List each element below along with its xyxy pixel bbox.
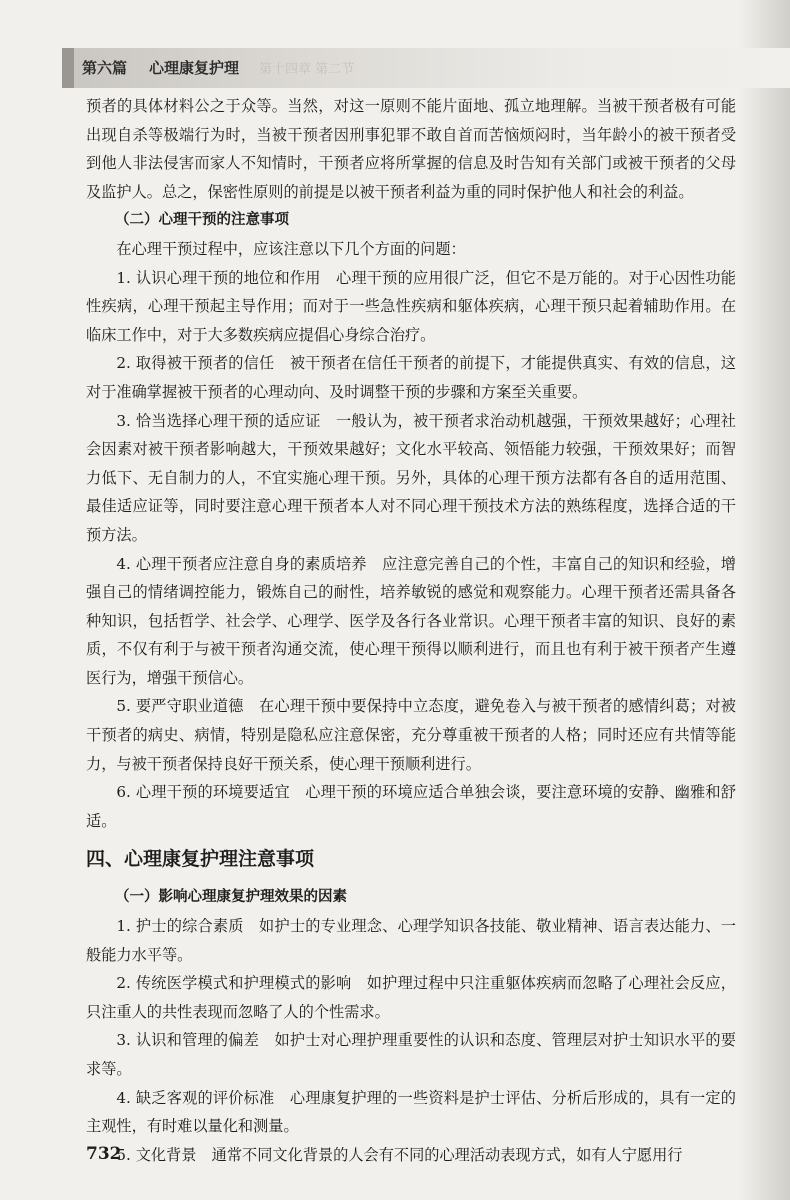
running-header-marker: [62, 48, 74, 88]
header-bleed-text: 第十四章 第二节: [259, 62, 355, 77]
header-title: 心理康复护理: [149, 59, 240, 77]
page-number: 732: [86, 1144, 122, 1164]
list-item-6: 6. 心理干预的环境要适宜 心理干预的环境应适合单独会谈，要注意环境的安静、幽雅和舒适。: [86, 783, 736, 830]
running-header: [82, 56, 354, 80]
list-item-3: 3. 恰当选择心理干预的适应证 一般认为，被干预者求治动机越强，干预效果越好；心理社会因素对被干预者影响越大，干预效果越好；文化水平较高、领悟能力较强，干预效果好；而智力低下、无自制力的人，不宜实施心理干预。另外，具体的心理干预方法都有各自的适用范围、最佳适应证等，同时要注意心理干预者本人对不同心理干预技术方法的熟练程度，选择合适的干预方法。: [86, 411, 736, 544]
factor-item-4: 4. 缺乏客观的评价标准 心理康复护理的一些资料是护士评估、分析后形成的，具有一定的主观性，有时难以量化和测量。: [86, 1088, 736, 1136]
subsection-heading-1: （一）影响心理康复护理效果的因素: [115, 889, 347, 906]
paragraph-confidentiality-cont: 预者的具体材料公之于众等。当然，对这一原则不能片面地、孤立地理解。当被干预者极有可能出现自杀等极端行为时，当被干预者因刑事犯罪不敢自首而苦恼烦闷时，当年龄小的被干预者受到他人非法侵害而家人不知情时，干预者应将所掌握的信息及时告知有关部门或被干预者的父母及监护人。总之，保密性原则的前提是以被干预者利益为重的同时保护他人和社会的利益。: [86, 97, 736, 201]
page-edge-shadow: [738, 0, 790, 1200]
factor-item-5: 5. 文化背景 通常不同文化背景的人会有不同的心理活动表现方式，如有人宁愿用行: [116, 1145, 683, 1164]
list-item-2: 2. 取得被干预者的信任 被干预者在信任干预者的前提下，才能提供真实、有效的信息，这对于准确掌握被干预者的心理动向、及时调整干预的步骤和方案至关重要。: [86, 354, 736, 401]
header-part: 第六篇: [82, 59, 128, 77]
factor-item-3: 3. 认识和管理的偏差 如护士对心理护理重要性的认识和态度、管理层对护士知识水平的要求等。: [86, 1031, 736, 1078]
list-item-5: 5. 要严守职业道德 在心理干预中要保持中立态度，避免卷入与被干预者的感情纠葛；对被干预者的病史、病情，特别是隐私应注意保密，充分尊重被干预者的人格；同时还应有共情等能力，与被干预者保持良好干预关系，使心理干预顺利进行。: [86, 697, 736, 773]
list-item-4: 4. 心理干预者应注意自身的素质培养 应注意完善自己的个性，丰富自己的知识和经验，增强自己的情绪调控能力，锻炼自己的耐性，培养敏锐的感觉和观察能力。心理干预者还需具备各种知识，包括哲学、社会学、心理学、医学及各行各业常识。心理干预者丰富的知识、良好的素质，不仅有利于与被干预者沟通交流，使心理干预得以顺利进行，而且也有利于被干预者产生遵医行为，增强干预信心。: [86, 554, 736, 687]
paragraph-intro: 在心理干预过程中，应该注意以下几个方面的问题：: [116, 239, 466, 258]
list-item-1: 1. 认识心理干预的地位和作用 心理干预的应用很广泛，但它不是万能的。对于心因性功能性疾病，心理干预起主导作用；而对于一些急性疾病和躯体疾病，心理干预只起着辅助作用。在临床工作中，对于大多数疾病应提倡心身综合治疗。: [86, 268, 736, 344]
page-body: [86, 92, 736, 1169]
factor-item-2: 2. 传统医学模式和护理模式的影响 如护理过程中只注重躯体疾病而忽略了心理社会反应，只注重人的共性表现而忽略了人的个性需求。: [86, 974, 736, 1021]
factor-item-1: 1. 护士的综合素质 如护士的专业理念、心理学知识各技能、敬业精神、语言表达能力、一般能力水平等。: [86, 917, 736, 964]
subsection-heading-2: （二）心理干预的注意事项: [115, 212, 289, 229]
section-heading-4: 四、心理康复护理注意事项: [86, 848, 315, 871]
